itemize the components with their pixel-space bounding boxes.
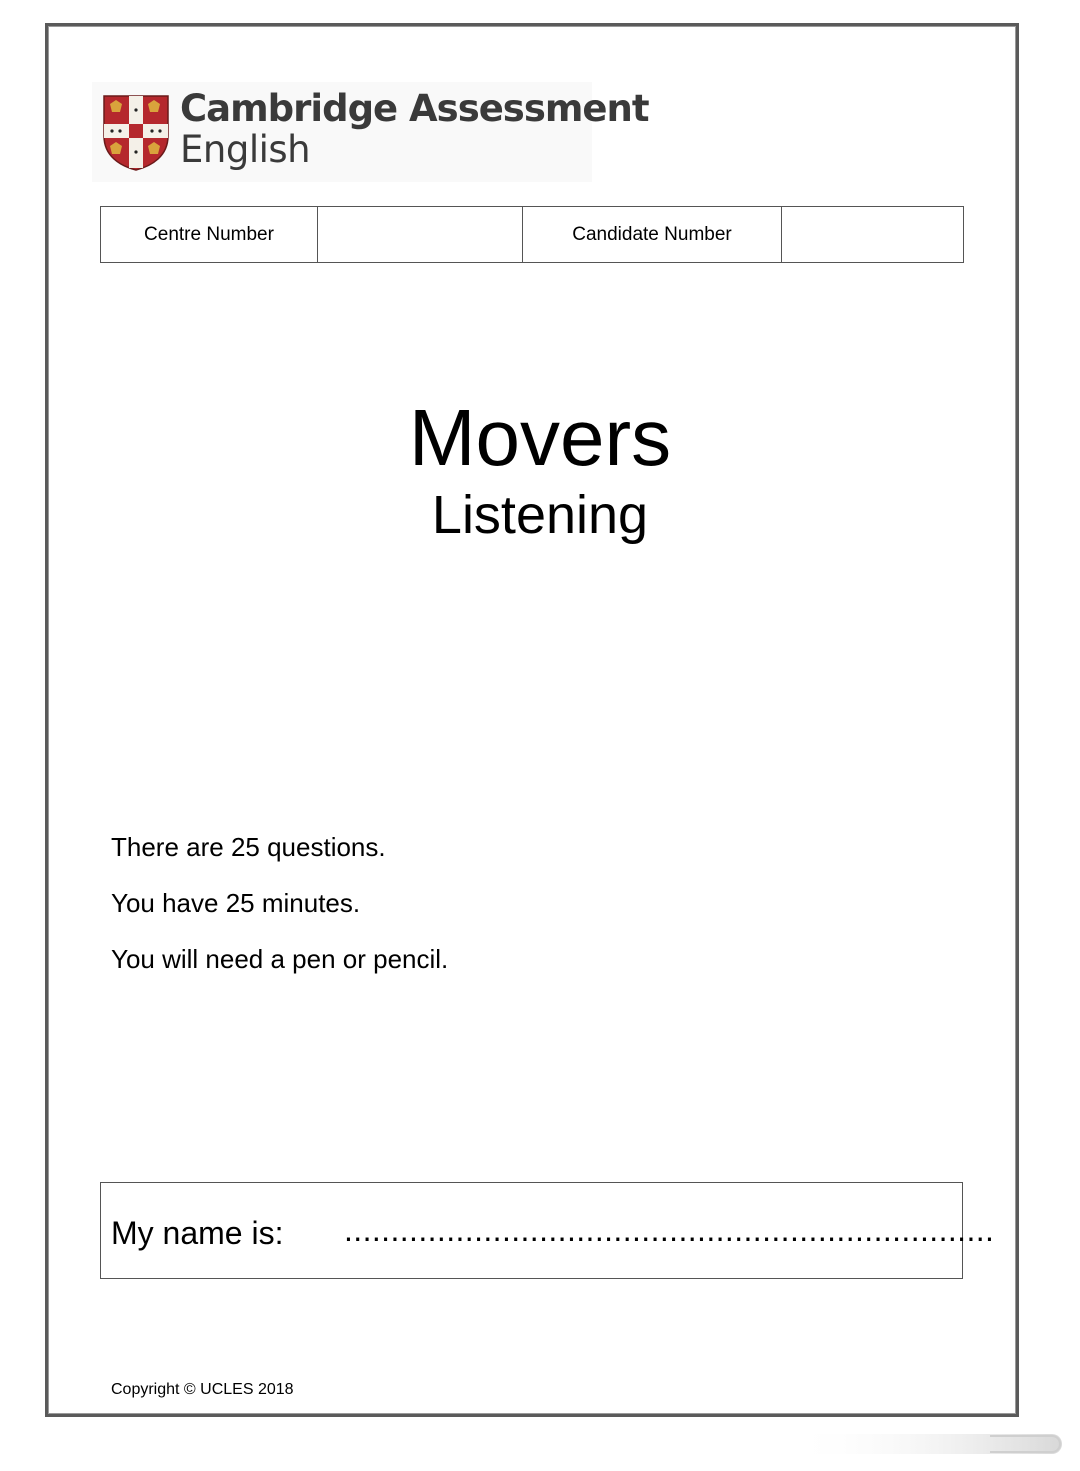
copyright-notice: Copyright © UCLES 2018: [111, 1381, 294, 1398]
instruction-time: You have 25 minutes.: [111, 888, 361, 918]
title-block: [0, 393, 1080, 545]
candidate-number-label: Candidate Number: [523, 207, 782, 263]
name-dotted-line[interactable]: ......................................................................: [344, 1212, 995, 1248]
logo-wordmark: [180, 87, 649, 171]
instruction-materials: You will need a pen or pencil.: [111, 944, 449, 974]
logo-line-1: Cambridge Assessment: [180, 87, 649, 130]
page-curl-shadow: [790, 1430, 1070, 1456]
logo-line-2: English: [180, 128, 311, 171]
name-label: My name is:: [111, 1215, 284, 1251]
candidate-number-field[interactable]: [782, 207, 964, 263]
instruction-questions: There are 25 questions.: [111, 832, 386, 862]
instructions: [111, 832, 448, 1000]
centre-number-field[interactable]: [318, 207, 523, 263]
cambridge-logo: [92, 82, 649, 182]
centre-number-label: Centre Number: [101, 207, 318, 263]
page-subtitle: Listening: [431, 485, 649, 545]
page-title: Movers: [408, 393, 672, 482]
name-box[interactable]: [100, 1182, 995, 1279]
cambridge-shield-icon: [102, 94, 170, 172]
candidate-info-table: [100, 206, 964, 263]
